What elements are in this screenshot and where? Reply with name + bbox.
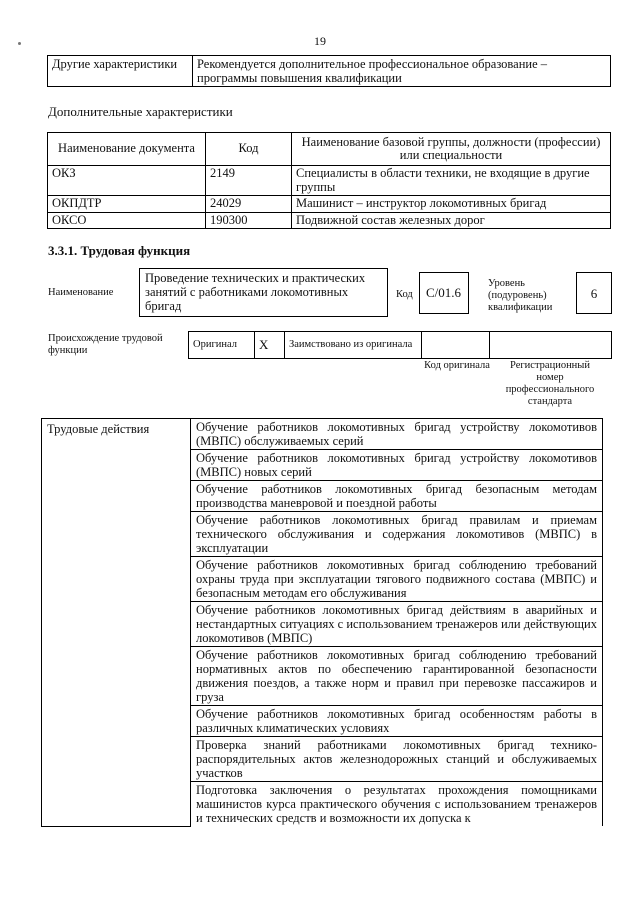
scan-speck — [18, 42, 21, 45]
origin-original-mark: X — [255, 332, 285, 359]
qualification-level-value: 6 — [576, 272, 612, 314]
function-code-label: Код — [396, 289, 413, 300]
table-row — [48, 166, 611, 196]
cell-name: Машинист – инструктор локомотивных бригад — [292, 196, 611, 213]
page-number: 19 — [314, 34, 326, 48]
table-row — [48, 56, 611, 87]
function-name-label: Наименование — [48, 287, 114, 298]
cell-name: Специалисты в области техники, не входящие в другие группы — [292, 166, 611, 196]
other-characteristics-label: Другие характеристики — [48, 56, 193, 87]
table-row — [189, 332, 612, 359]
cell-name: Подвижной состав железных дорог — [292, 212, 611, 229]
table-row — [42, 419, 603, 450]
cell-code: 24029 — [206, 196, 292, 213]
cell-code: 190300 — [206, 212, 292, 229]
cell-document: ОКЗ — [48, 166, 206, 196]
cell-code: 2149 — [206, 166, 292, 196]
other-characteristics-table — [47, 55, 611, 87]
code-original-caption: Код оригинала — [424, 360, 490, 371]
origin-original-label: Оригинал — [189, 332, 255, 359]
labor-action-item: Обучение работников локомотивных бригад безопасным методам производства маневровой и поездной работы — [191, 481, 603, 512]
column-header-name: Наименование базовой группы, должности (профессии) или специальности — [292, 133, 611, 166]
function-code-value: C/01.6 — [419, 272, 469, 314]
labor-action-item: Проверка знаний работниками локомотивных бригад технико-распорядительных актов железнодорожных станций и обслуживаемых участков — [191, 737, 603, 782]
origin-borrowed-label: Заимствовано из оригинала — [285, 332, 422, 359]
reg-number-caption: Регистрационный номер профессионального стандарта — [505, 360, 595, 407]
column-header-document: Наименование документа — [48, 133, 206, 166]
cell-document: ОКПДТР — [48, 196, 206, 213]
table-header-row — [48, 133, 611, 166]
origin-label: Происхождение трудовой функции — [48, 333, 163, 356]
labor-actions-label: Трудовые действия — [42, 419, 191, 827]
function-name-value: Проведение технических и практических занятий с работниками локомотивных бригад — [139, 268, 388, 317]
labor-action-item: Обучение работников локомотивных бригад соблюдению требований охраны труда при эксплуатации тягового подвижного состава (МВПС) и безопасным методам его обслуживания — [191, 557, 603, 602]
table-row — [48, 196, 611, 213]
labor-actions-table — [41, 418, 603, 827]
column-header-code: Код — [206, 133, 292, 166]
labor-action-item: Обучение работников локомотивных бригад правилам и приемам технического обслуживания и содержания локомотивов (МВПС) в эксплуатации — [191, 512, 603, 557]
labor-action-item: Обучение работников локомотивных бригад соблюдению требований нормативных актов по обеспечению гарантированной безопасности движения поездов, а также норм и правил при перевозке пассажиров и груза — [191, 647, 603, 706]
origin-code-original-cell — [422, 332, 490, 359]
other-characteristics-value: Рекомендуется дополнительное профессиональное образование – программы повышения квалификации — [193, 56, 611, 87]
origin-table — [188, 331, 612, 359]
additional-characteristics-heading: Дополнительные характеристики — [48, 104, 233, 119]
qualification-level-label: Уровень (подуровень) квалификации — [488, 278, 553, 313]
additional-characteristics-table — [47, 132, 611, 229]
labor-function-heading: 3.3.1. Трудовая функция — [48, 243, 191, 258]
cell-document: ОКСО — [48, 212, 206, 229]
table-row — [48, 212, 611, 229]
labor-action-item: Обучение работников локомотивных бригад устройству локомотивов (МВПС) новых серий — [191, 450, 603, 481]
labor-action-item: Обучение работников локомотивных бригад особенностям работы в различных климатических условиях — [191, 706, 603, 737]
labor-action-item: Обучение работников локомотивных бригад действиям в аварийных и нестандартных ситуациях с использованием тренажеров или действующих локомотивов (МВПС) — [191, 602, 603, 647]
labor-action-item: Подготовка заключения о результатах прохождения помощниками машинистов курса практического обучения с использованием тренажеров и технических средств и возможности их допуска к — [191, 782, 603, 827]
origin-reg-number-cell — [490, 332, 612, 359]
labor-action-item: Обучение работников локомотивных бригад устройству локомотивов (МВПС) обслуживаемых серий — [191, 419, 603, 450]
